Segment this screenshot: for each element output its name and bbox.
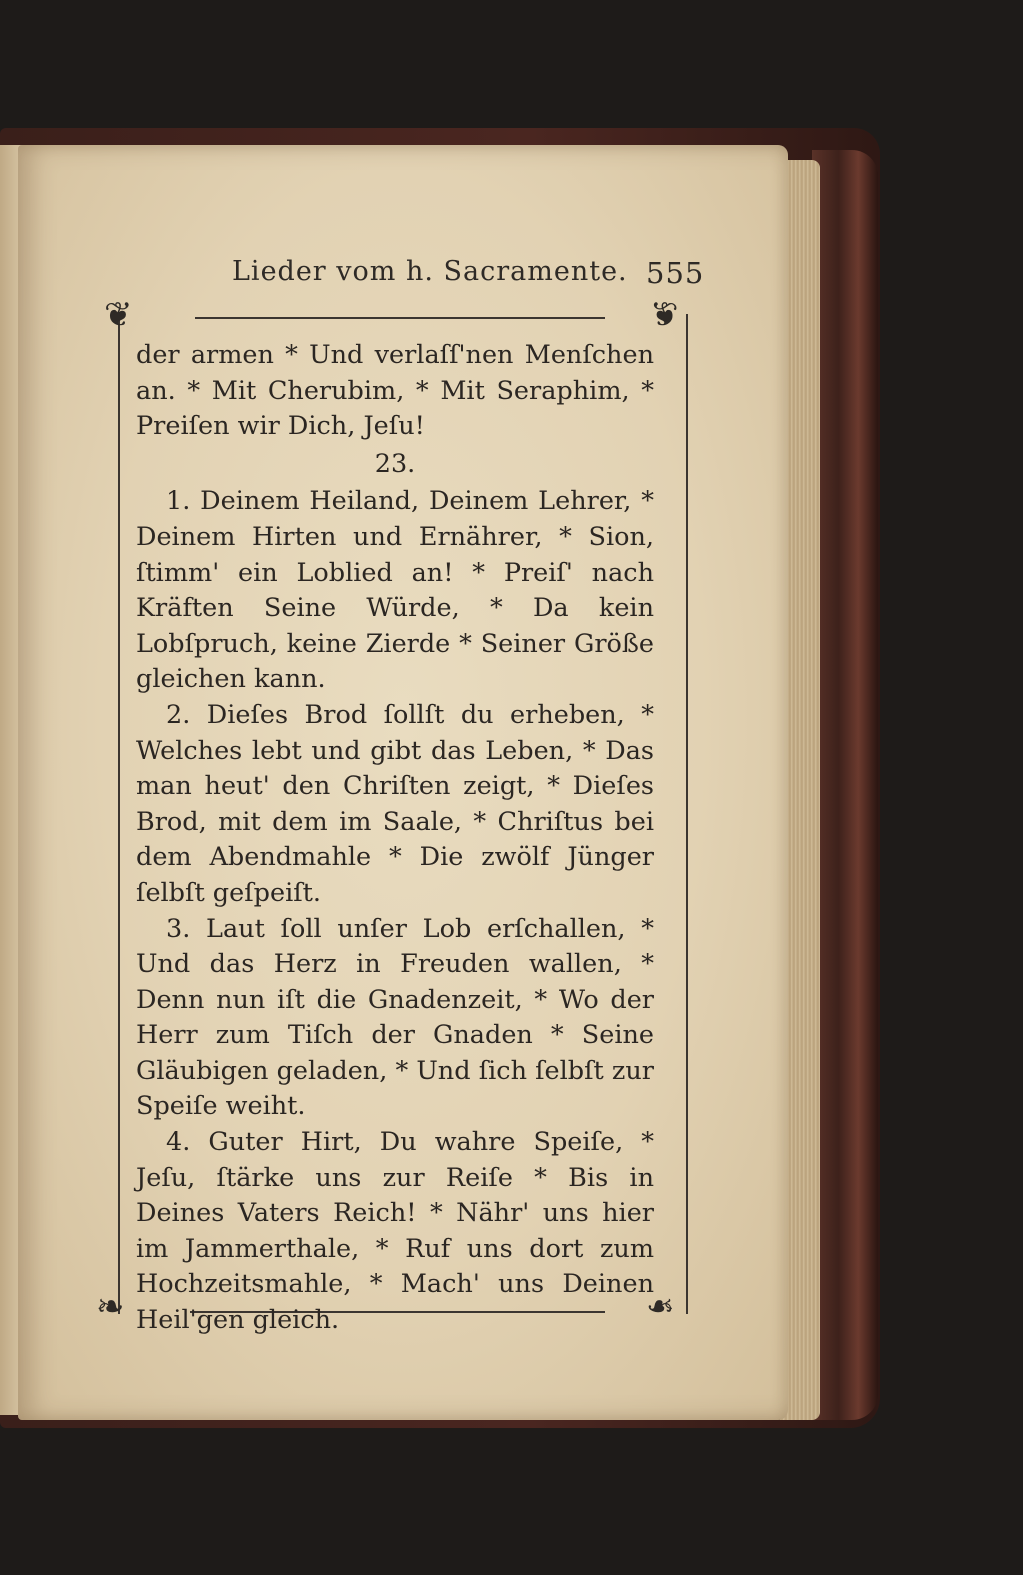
verse-2: 2. Dieſes Brod ſollſt du erheben, * Welches lebt und gibt das Leben, * Das man heut' den Chriſten zeigt, * Dieſes Brod, mit dem im Saale, * Chriſtus bei dem Abendmahle * Die zwölf Jünger ſelbſt geſpeiſt. [136, 699, 654, 908]
hymn-number: 23. [374, 448, 416, 479]
page-text [136, 338, 654, 1339]
book-cover-edge [812, 150, 878, 1420]
floral-scroll-icon: ❦ [104, 295, 133, 335]
verse-3: 3. Laut ſoll unſer Lob erſchallen, * Und das Herz in Freuden wallen, * Denn nun iſt die Gnadenzeit, * Wo der Herr zum Tiſch der Gnaden * Seine Gläubigen geladen, * Und ſich ſelbſt zur Speiſe weiht. [136, 913, 654, 1122]
running-head: Lieder vom h. Sacramente. [232, 256, 628, 287]
floral-scroll-icon: ❧ [96, 1287, 125, 1327]
verse-1: 1. Deinem Heiland, Deinem Lehrer, * Deinem Hirten und Ernährer, * Sion, ſtimm' ein Loblied an! * Preiſ' nach Kräften Seine Würde, * Da kein Lobſpruch, keine Zierde * Seiner Größe gleichen kann. [136, 486, 654, 695]
floral-scroll-icon: ❧ [646, 1287, 675, 1327]
top-rule [195, 317, 605, 319]
opening-paragraph: der armen * Und verlaſſ'nen Menſchen an. * Mit Cherubim, * Mit Seraphim, * Preiſen wir Dich, Jeſu! [136, 340, 654, 442]
verse-4: 4. Guter Hirt, Du wahre Speiſe, * Jeſu, ſtärke uns zur Reiſe * Bis in Deines Vaters Reich! * Nähr' uns hier im Jammerthale, * Ruf uns dort zum Hochzeitsmahle, * Mach' uns Deinen Heil'gen gleich. [136, 1127, 654, 1336]
page-number: 555 [646, 256, 705, 290]
floral-scroll-icon: ❦ [650, 295, 679, 335]
